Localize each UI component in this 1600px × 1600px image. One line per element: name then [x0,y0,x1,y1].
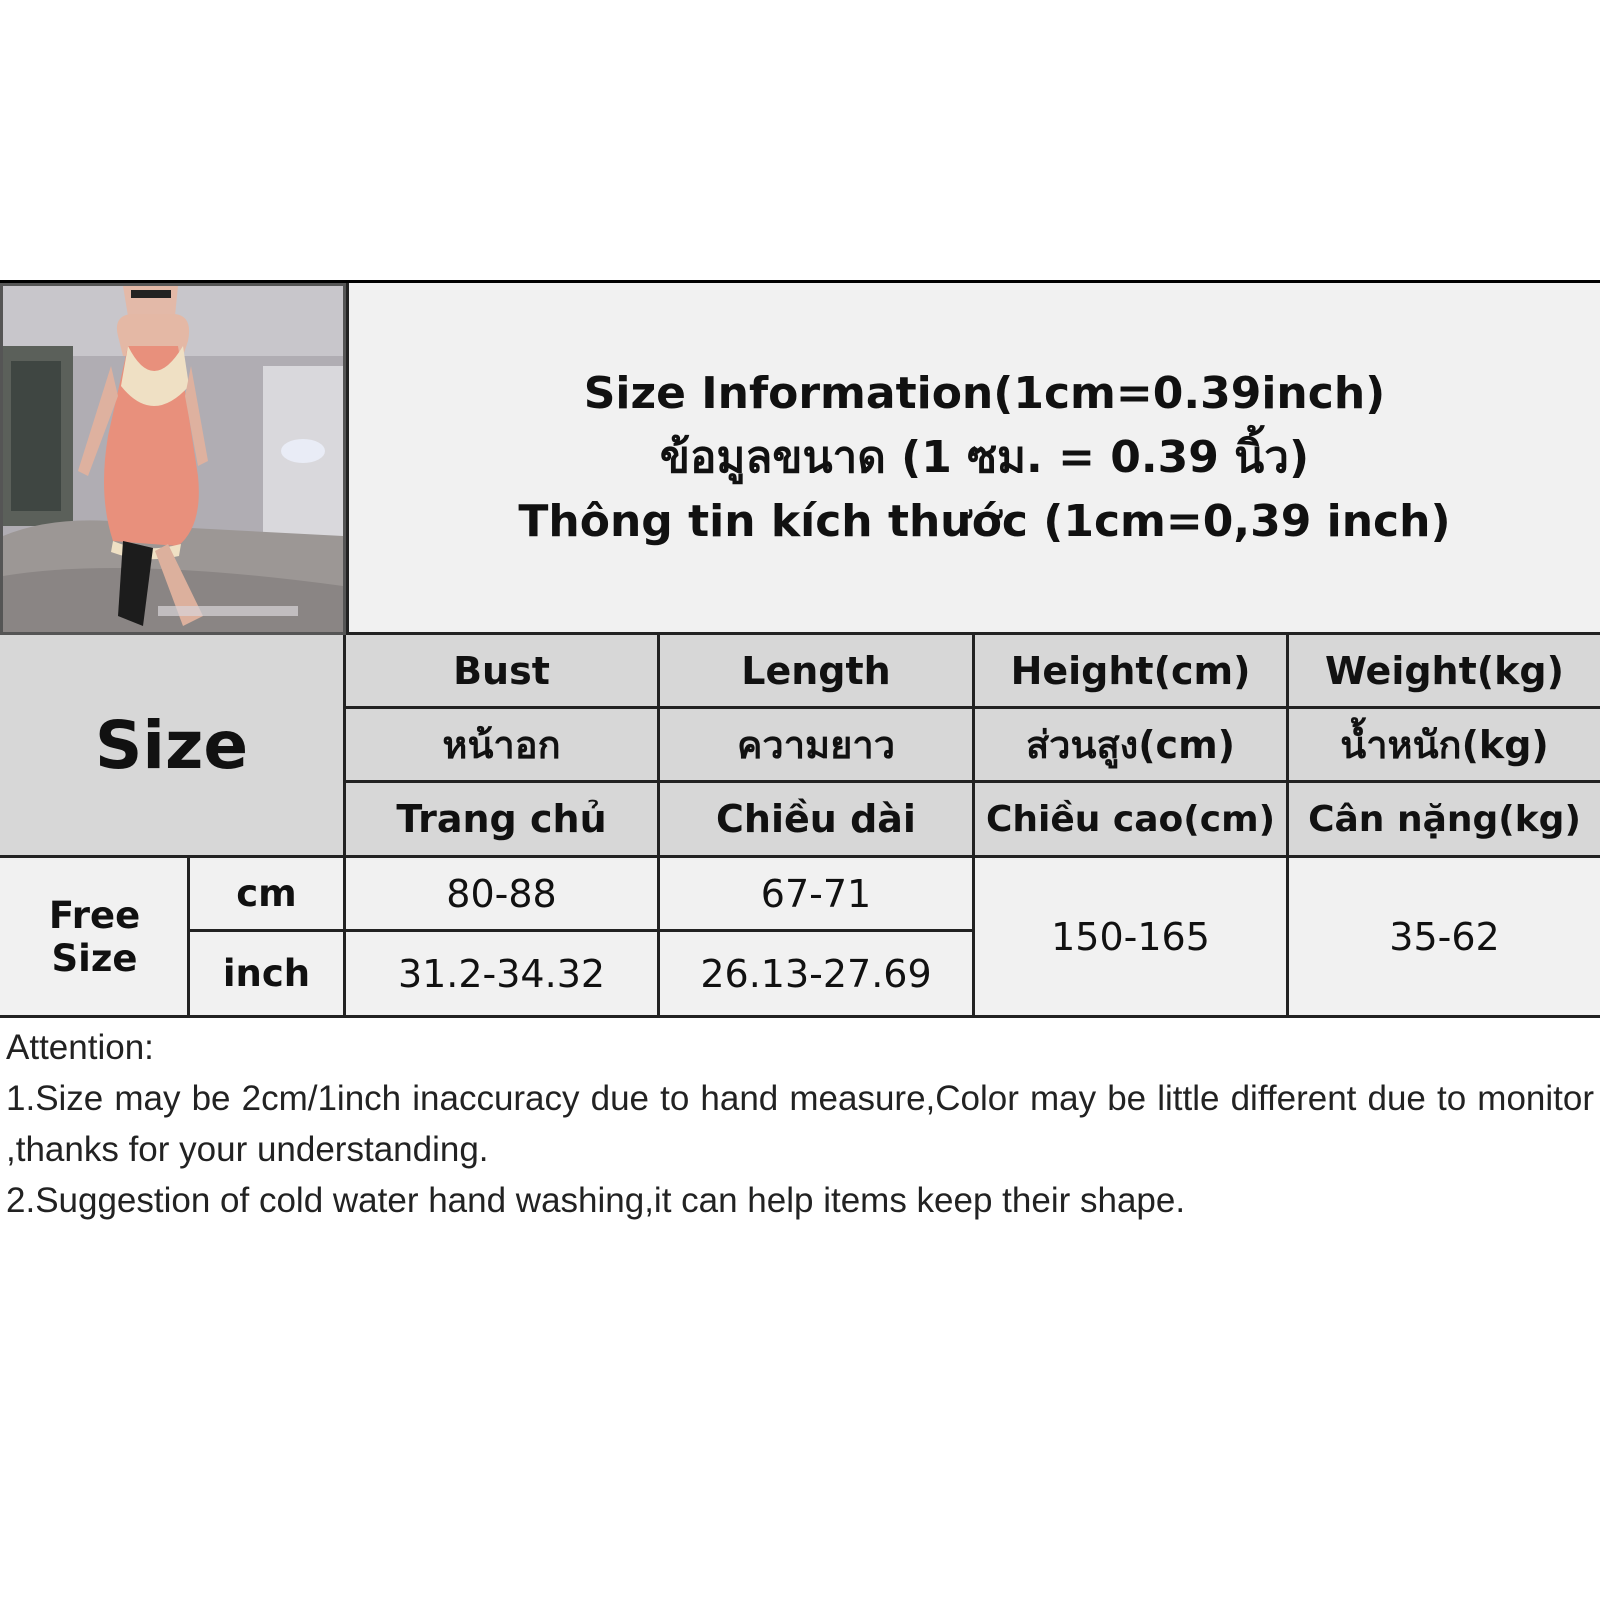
attention-notes [0,1018,1600,1320]
attention-note-1: 1.Size may be 2cm/1inch inaccuracy due to hand measure,Color may be little different due to monitor ,thanks for your understanding. [6,1079,1594,1169]
header-length-vi: Chiều dài [660,783,975,858]
attention-note-2: 2.Suggestion of cold water hand washing,it can help items keep their shape. [6,1181,1186,1220]
header-bust-th: หน้าอก [346,709,660,783]
row-label-free-size: Free Size [0,858,190,1018]
attention-heading: Attention: [6,1028,154,1067]
header-weight-th: น้ำหนัก(kg) [1289,709,1600,783]
header-height-th: ส่วนสูง(cm) [975,709,1289,783]
product-photo [0,283,346,635]
header-bust-vi: Trang chủ [346,783,660,858]
size-information-title [346,283,1600,635]
header-height-vi: Chiều cao(cm) [975,783,1289,858]
product-photo-illustration [3,286,343,632]
header-bust-en: Bust [346,635,660,709]
header-length-en: Length [660,635,975,709]
header-height-en: Height(cm) [975,635,1289,709]
bust-inch-value: 31.2-34.32 [346,932,660,1018]
header-weight-vi: Cân nặng(kg) [1289,783,1600,858]
height-value: 150-165 [975,858,1289,1018]
unit-cm: cm [190,858,346,932]
title-thai: ข้อมูลขนาด (1 ซม. = 0.39 นิ้ว) [659,431,1310,483]
size-label-cell [0,635,346,858]
unit-inch: inch [190,932,346,1018]
length-inch-value: 26.13-27.69 [660,932,975,1018]
header-weight-en: Weight(kg) [1289,635,1600,709]
length-cm-value: 67-71 [660,858,975,932]
title-english: Size Information(1cm=0.39inch) [583,367,1386,419]
header-length-th: ความยาว [660,709,975,783]
bust-cm-value: 80-88 [346,858,660,932]
size-label: Size [94,706,249,784]
weight-value: 35-62 [1289,858,1600,1018]
size-chart-sheet [0,280,1600,1320]
title-vietnamese: Thông tin kích thước (1cm=0,39 inch) [518,495,1451,547]
